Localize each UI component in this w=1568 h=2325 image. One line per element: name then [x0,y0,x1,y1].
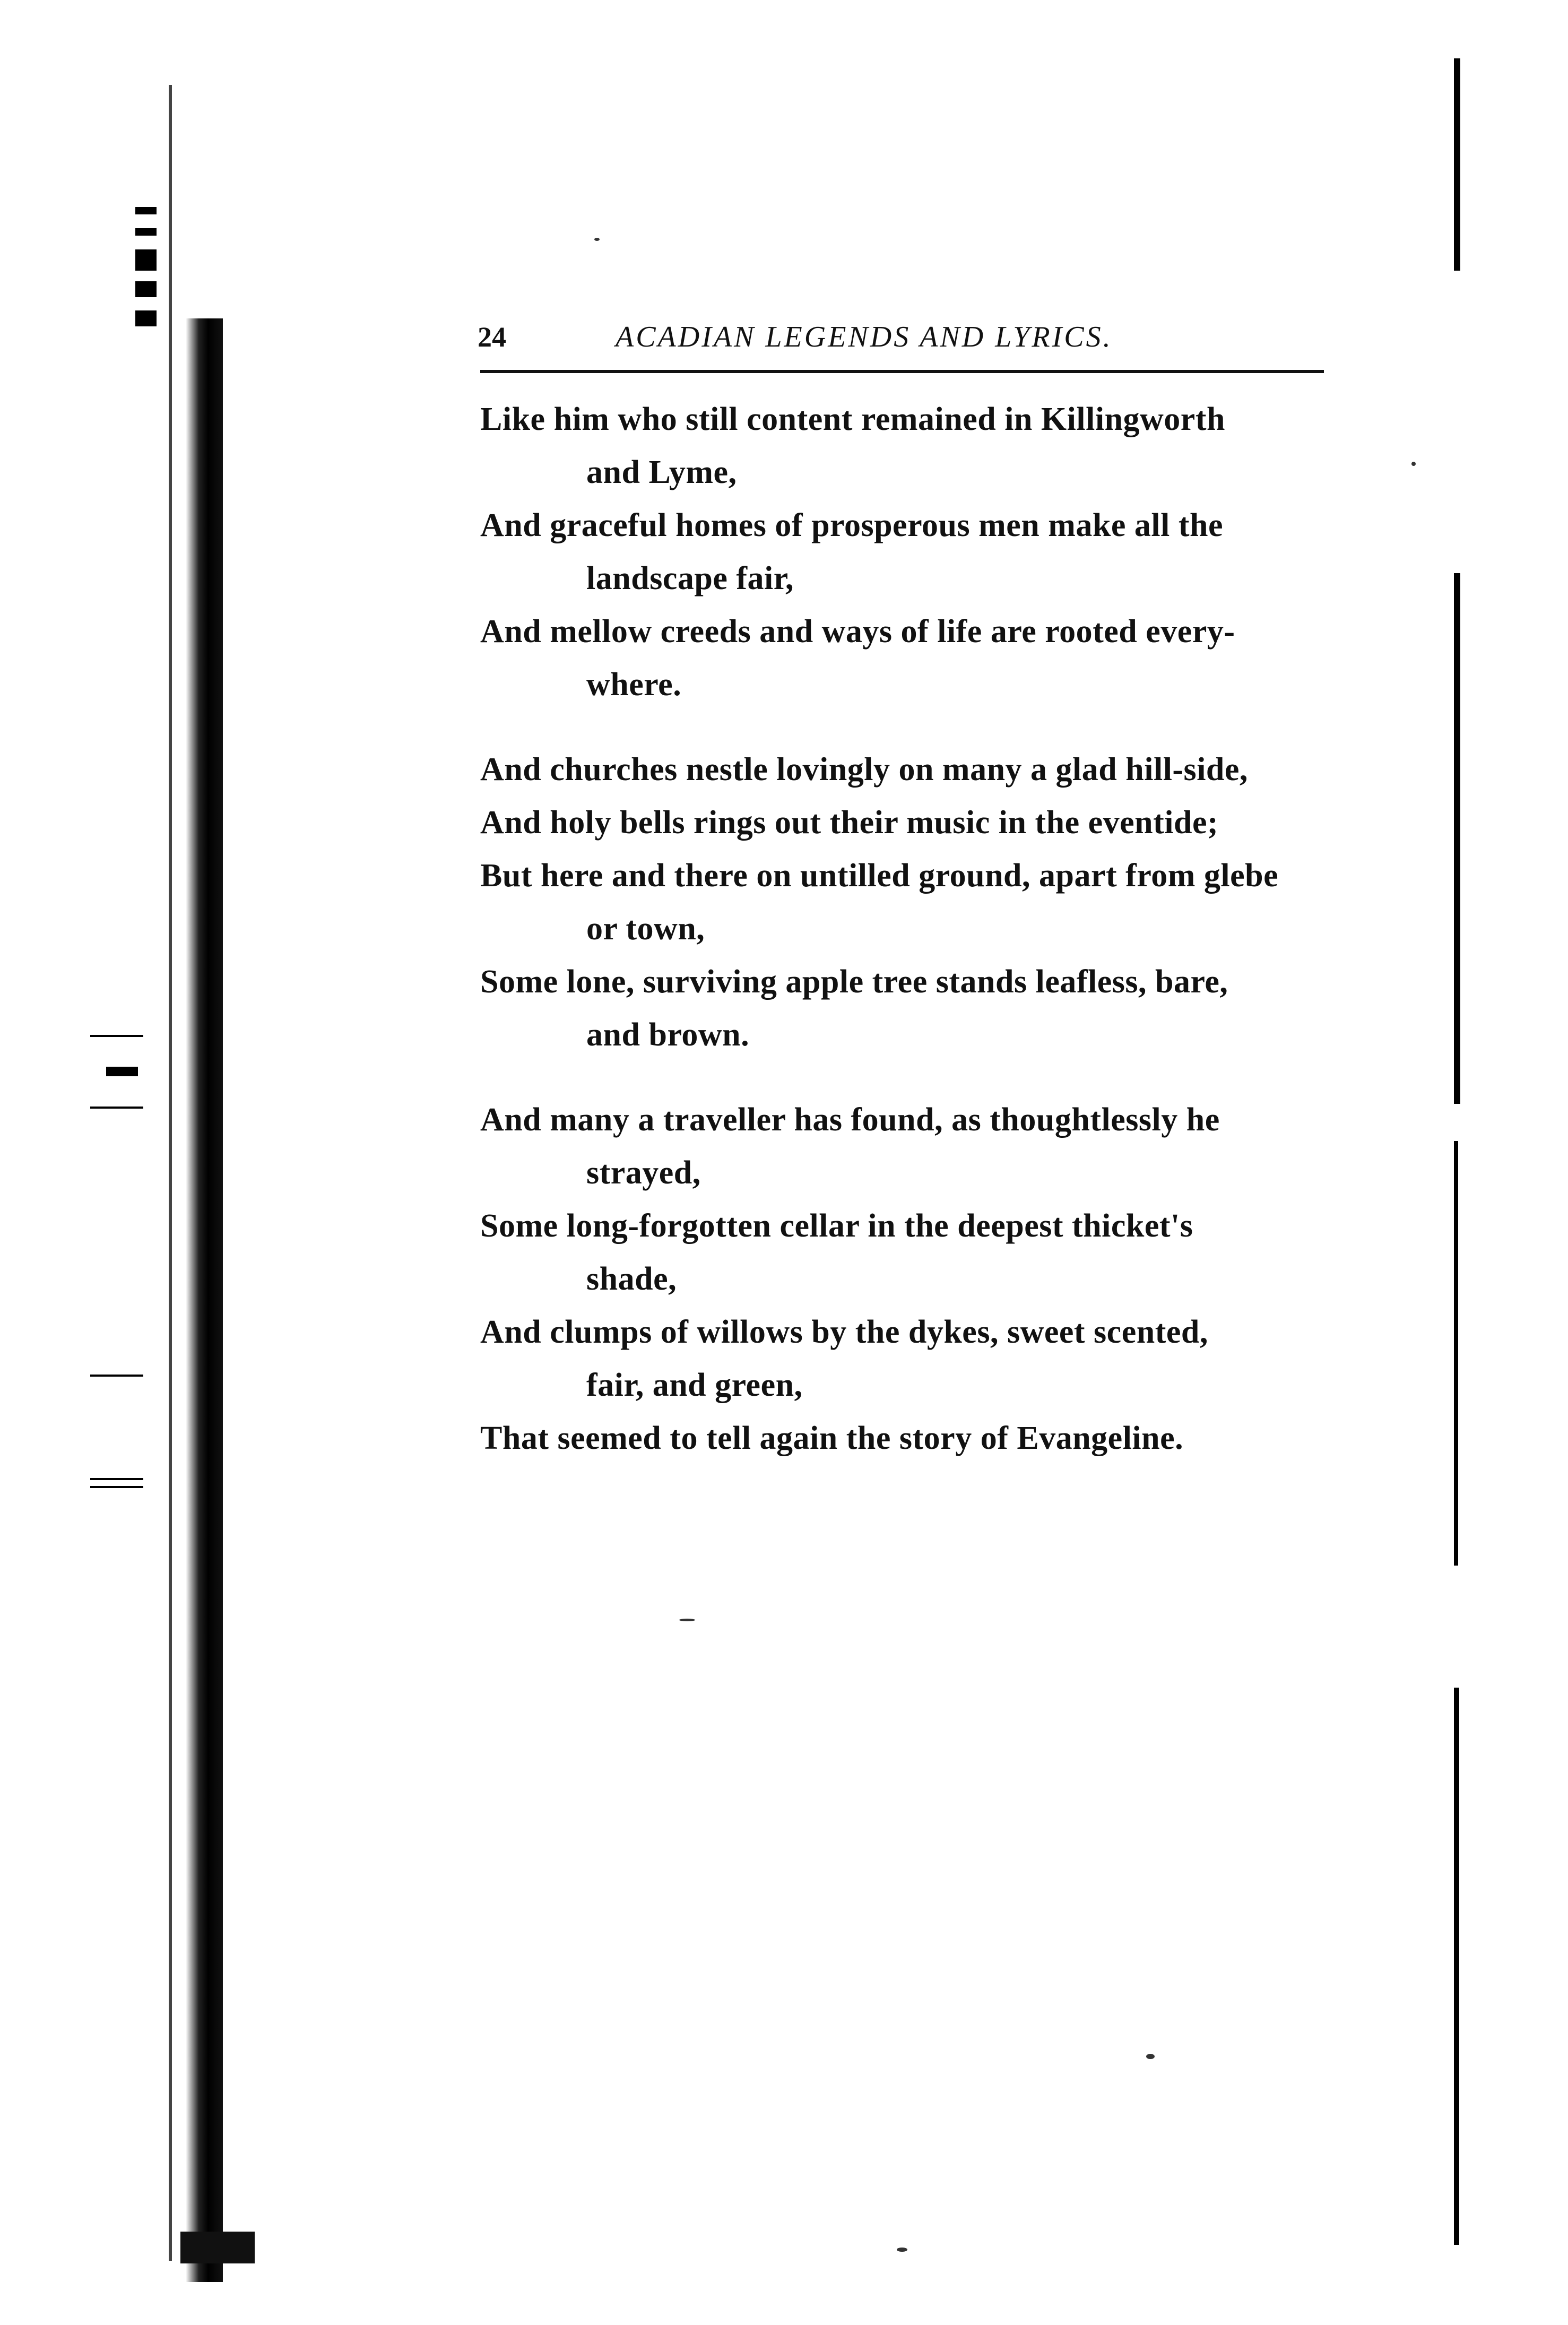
binding-shadow-thin [169,85,172,2261]
scan-mark [135,249,157,271]
stanza [480,743,1329,1061]
poem-body [480,393,1329,1497]
poem-line-continuation: or town, [586,911,705,947]
poem-line-continuation: and Lyme, [586,454,737,490]
running-head [478,313,1327,361]
page-edge-right [1454,58,1460,271]
poem-line: Some lone, surviving apple tree stands leafless, bare, [480,964,1228,1000]
header-rule [480,370,1324,373]
binding-shadow [186,318,223,2282]
scan-mark [90,1107,143,1109]
poem-line-continuation: fair, and green, [586,1367,803,1403]
poem-line: And graceful homes of prosperous men make all the [480,507,1223,543]
poem-line-continuation: shade, [586,1261,677,1297]
scan-mark [135,310,157,326]
poem-line-continuation: strayed, [586,1155,701,1191]
poem-line: Some long-forgotten cellar in the deepest thicket's [480,1208,1193,1244]
stanza [480,393,1329,711]
poem-line: And clumps of willows by the dykes, sweet scented, [480,1314,1208,1350]
poem-line-continuation: landscape fair, [586,560,794,597]
scan-speck [1146,2054,1155,2059]
scan-speck [594,238,600,241]
scan-speck [897,2248,907,2252]
scan-mark [135,228,157,236]
stanza [480,1093,1329,1465]
poem-line: That seemed to tell again the story of Evangeline. [480,1420,1184,1456]
poem-line: And holy bells rings out their music in the eventide; [480,805,1219,841]
running-title: ACADIAN LEGENDS AND LYRICS. [616,321,1113,353]
scan-speck [1411,462,1416,466]
scan-mark [106,1067,138,1076]
page-edge-right [1454,1141,1458,1566]
scan-mark [135,281,157,297]
poem-line: But here and there on untilled ground, apart from glebe [480,858,1279,894]
poem-line: And mellow creeds and ways of life are rooted every- [480,613,1235,650]
scan-mark [90,1486,143,1488]
binding-shadow-bottom [180,2232,255,2263]
scan-mark [90,1478,143,1480]
poem-line: And churches nestle lovingly on many a glad hill-side, [480,751,1248,788]
page-edge-right [1454,573,1460,1104]
page-edge-right [1454,1688,1459,2245]
poem-line: And many a traveller has found, as thoughtlessly he [480,1102,1220,1138]
poem-line-continuation: where. [586,667,682,703]
scan-mark [135,207,157,214]
poem-line-continuation: and brown. [586,1017,750,1053]
scan-mark [90,1035,143,1037]
poem-line: Like him who still content remained in Killingworth [480,401,1225,437]
scan-speck [679,1619,695,1621]
scan-mark [90,1375,143,1377]
page-number: 24 [478,321,506,353]
